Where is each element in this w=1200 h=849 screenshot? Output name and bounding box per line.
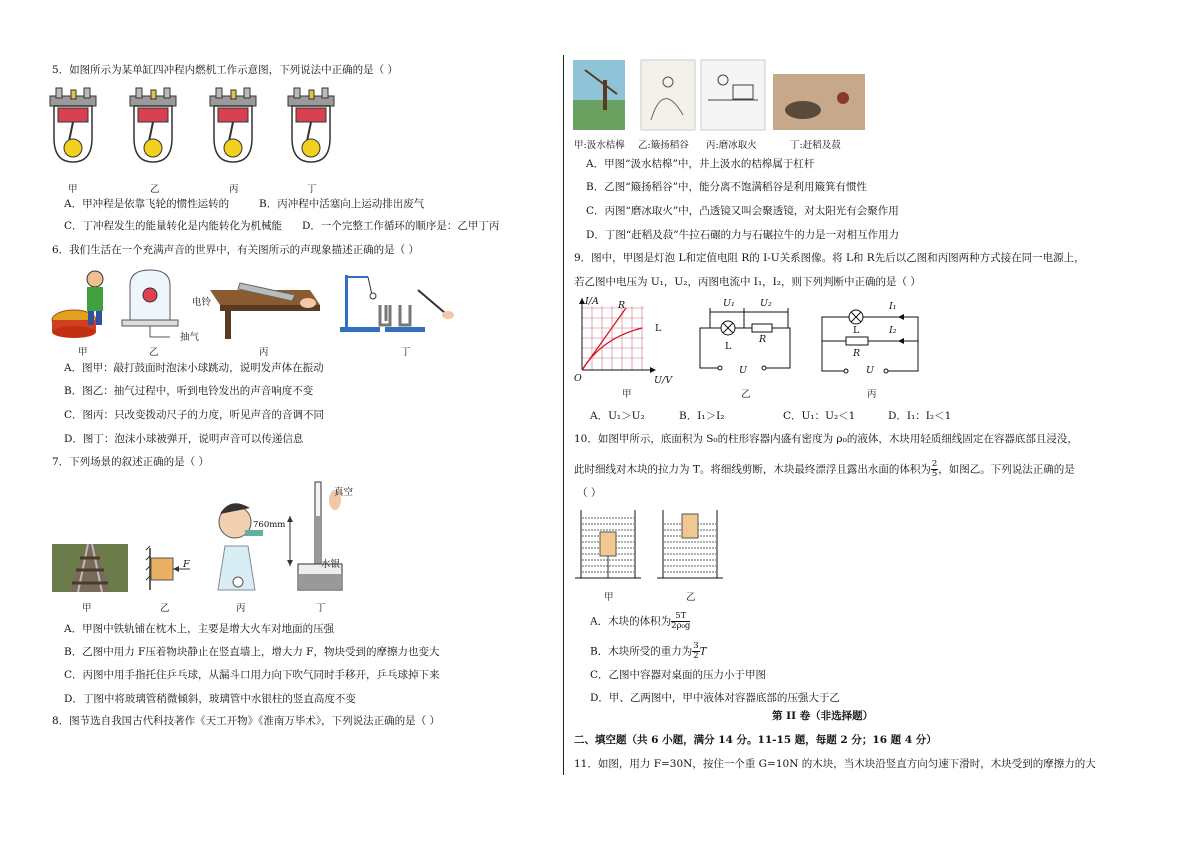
q6-label-2: 乙 [149,347,159,358]
q8-stem: 8．图节选自我国古代科技著作《天工开物》《淮南万毕术》，下列说法正确的是（ ） [52,715,441,727]
q6-label-1: 甲 [78,347,88,358]
q7-mercury-label: 水银 [321,559,341,570]
q8-caption-3: 丙:磨冰取火 [706,140,757,151]
q11-stem: 11．如图，用力 F=30N，按住一个重 G=10N 的木块，当木块沿竖直方向匀速下滑时，木块受到的摩擦力的大 [574,758,1096,770]
q10-option-c: C．乙图中容器对桌面的压力小于甲图 [590,669,767,681]
q6-bell-label: 电铃 [192,297,212,308]
q5-option-d: D．一个完整工作循环的顺序是：乙甲丁丙 [302,220,500,232]
engine-stroke-2 [130,88,176,162]
q7-stem: 7．下列场景的叙述正确的是（ ） [52,456,210,468]
q8-caption-4: 丁:赶稻及菽 [790,140,841,151]
q7-option-b: B．乙图中用力 F压着物块静止在竖直墙上，增大力 F，物块受到的摩擦力也变大 [64,646,440,658]
q5-option-c: C．丁冲程发生的能量转化是内能转化为机械能 [64,220,283,232]
q6-option-c: C．图丙：只改变拨动尺子的力度，听见声音的音调不同 [64,409,325,421]
q5-label-4: 丁 [307,184,317,195]
q9-series-r: R [759,334,767,345]
q6-label-3: 丙 [259,347,269,358]
column-divider [563,55,564,775]
q9-series-circuit [698,302,798,372]
q9-option-d: D．I₁：I₂＜1 [888,410,952,422]
q9-option-b: B．I₁＞I₂ [679,410,725,422]
q9-label-2: 乙 [741,389,751,400]
q10-option-a-num: 5T [671,612,690,622]
q9-option-c: C．U₁：U₂＜1 [783,410,856,422]
q6-stem: 6．我们生活在一个充满声音的世界中，有关图所示的声现象描述正确的是（ ） [52,244,420,256]
q6-option-b: B．图乙：抽气过程中，听到电铃发出的声音响度不变 [64,385,314,397]
q5-label-2: 乙 [150,184,160,195]
q7-option-c: C．丙图中用手指托住乒乓球，从漏斗口用力向下吹气同时手移开，乒乓球掉下来 [64,669,440,681]
q6-option-d: D．图丁：泡沫小球被弹开，说明声音可以传递信息 [64,433,304,445]
q8-caption-2: 乙:簸扬稻谷 [638,140,689,151]
q7-scene-diagrams [50,478,370,598]
q7-vacuum-label: 真空 [334,487,354,498]
engine-stroke-3 [210,88,256,162]
engine-stroke-4 [288,88,334,162]
q10-option-a-text: A．木块的体积为 [590,615,672,628]
q10-label-2: 乙 [686,592,696,603]
q10-stem-text: 此时细线对木块的拉力为 T。将细线剪断，木块最终漂浮且露出水面的体积为 [574,463,931,476]
engine-stroke-1 [50,88,96,162]
q9-series-u2: U₂ [760,298,772,309]
q9-graph-origin: O [574,373,582,384]
q10-fraction-num: 2 [931,459,938,469]
q9-option-a: A．U₁＞U₂ [590,410,645,422]
q5-stem: 5．如图所示为某单缸四冲程内燃机工作示意图，下列说法中正确的是（ ） [52,64,399,76]
q10-containers [573,508,733,588]
q7-option-a: A．甲图中铁轨铺在枕木上，主要是增大火车对地面的压强 [64,623,335,635]
q10-stem-line3: （ ） [577,487,602,499]
q6-sound-diagrams [50,265,470,345]
q8-option-b: B．乙图“簸扬稻谷”中，能分离不饱满稻谷是利用簸箕有惯性 [586,181,867,193]
q9-label-1: 甲 [622,389,632,400]
q9-stem-line1: 9．图中，甲图是灯泡 L和定值电阻 R的 I-U关系图像。将 L和 R先后以乙图和丙图两种方式接在同一电源上， [574,252,1085,264]
q8-option-c: C．丙图“磨冰取火”中，凸透镜又叫会聚透镜，对太阳光有会聚作用 [586,205,899,217]
q10-stem-line1: 10．如图甲所示，底面积为 S₀的柱形容器内盛有密度为 ρ₀的液体，木块用轻质细线固定在容器底部且浸没， [574,433,1078,445]
q9-series-l: L [725,341,732,352]
q7-height-label: 760mm [253,520,286,530]
q5-option-a: A．甲冲程是依靠飞轮的惯性运转的 [64,198,230,210]
q6-label-4: 丁 [401,347,411,358]
part2-title: 第 II 卷（非选择题） [772,710,874,722]
q8-ancient-illustrations [573,60,873,134]
q5-label-3: 丙 [229,184,239,195]
q7-option-d: D．丁图中将玻璃管稍微倾斜，玻璃管中水银柱的竖直高度不变 [64,693,356,705]
q7-label-1: 甲 [82,603,92,614]
q8-option-a: A．甲图“汲水桔槔”中，井上汲水的桔槔属于杠杆 [586,158,815,170]
q6-pump-label: 抽气 [180,332,200,343]
q10-label-1: 甲 [604,592,614,603]
q5-engine-diagrams [50,88,350,168]
q9-label-3: 丙 [867,389,877,400]
q6-option-a: A．图甲：敲打鼓面时泡沫小球跳动，说明发声体在振动 [64,362,324,374]
q9-parallel-i1: I₁ [889,301,897,312]
part2-section-heading: 二、填空题（共 6 小题，满分 14 分。11-15 题，每题 2 分；16 题 4 分） [574,734,937,746]
q10-option-b-text: B．木块所受的重力为 [590,645,693,658]
q10-option-a-den: 2ρ₀g [671,621,691,631]
q9-stem-line2: 若乙图中电压为 U₁，U₂，丙图电流中 I₁，I₂，则下列判断中正确的是（ ） [574,276,921,288]
q10-option-b [590,642,707,661]
q7-force-label: F [183,559,190,570]
q8-option-d: D．丁图“赶稻及菽”牛拉石碾的力与石碾拉牛的力是一对相互作用力 [586,229,900,241]
q10-option-b-den: 2 [693,651,699,661]
q10-option-a [590,612,690,631]
q9-parallel-i2: I₂ [889,325,897,336]
q10-option-d: D．甲、乙两图中，甲中液体对容器底部的压强大于乙 [590,692,840,704]
q5-option-b: B．丙冲程中活塞向上运动排出废气 [259,198,425,210]
q10-stem-line2 [574,460,1075,479]
q9-graph-curve-l: L [655,323,662,334]
q9-graph-curve-r: R [618,300,626,311]
q9-parallel-u: U [866,365,875,376]
q9-parallel-r: R [853,348,861,359]
q10-option-a-fraction [671,612,690,631]
q7-label-3: 丙 [236,603,246,614]
q10-option-b-fraction [692,642,699,661]
q9-series-u1: U₁ [723,298,735,309]
q10-fraction-den: 5 [931,469,938,479]
q10-stem-tail: ，如图乙。下列说法正确的是 [938,463,1075,476]
q10-option-b-tail: T [699,645,707,658]
q9-series-u: U [739,365,748,376]
q9-graph-xaxis: U/V [654,375,673,386]
q7-label-4: 丁 [316,603,326,614]
q10-option-b-num: 3 [693,641,699,651]
q8-caption-1: 甲:汲水桔槔 [574,140,625,151]
q9-parallel-l: L [853,325,860,336]
q5-label-1: 甲 [68,184,78,195]
q9-graph-yaxis: I/A [585,296,599,307]
q7-label-2: 乙 [160,603,170,614]
